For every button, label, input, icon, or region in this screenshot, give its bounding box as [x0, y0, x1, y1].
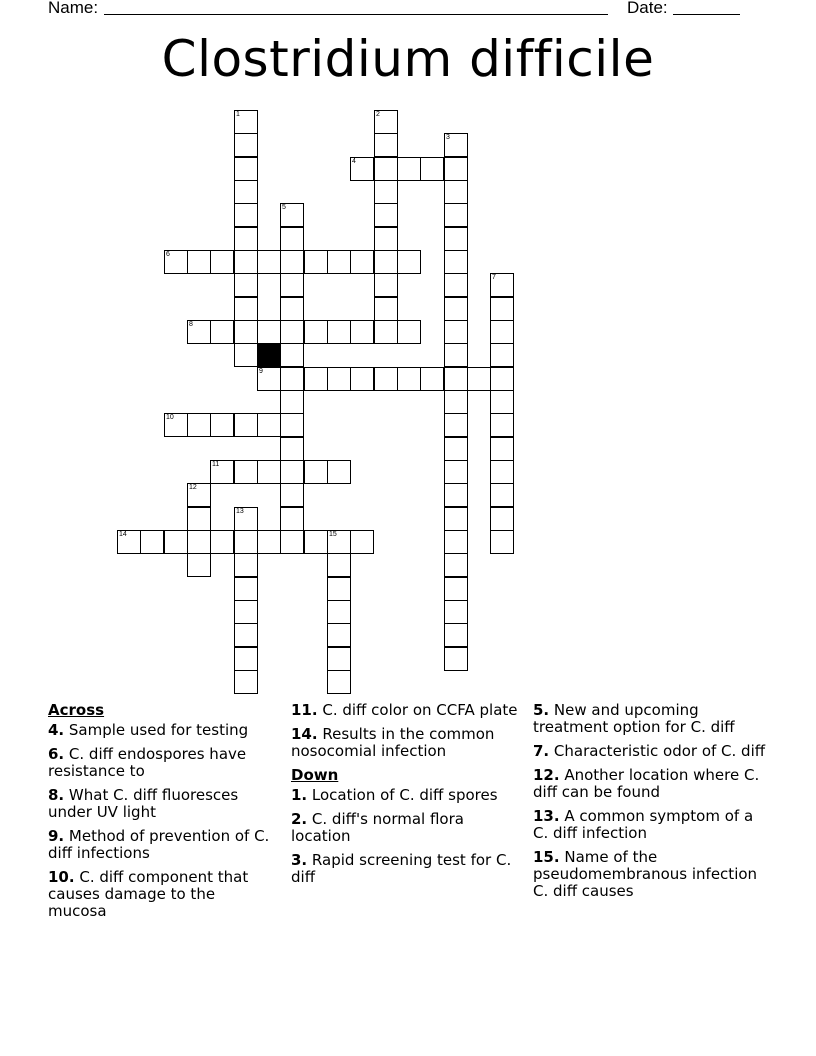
grid-cell[interactable] — [234, 110, 258, 134]
clue-number: 12. — [533, 766, 560, 784]
grid-cell[interactable] — [280, 413, 304, 437]
clue-number-label: 9 — [259, 368, 263, 375]
grid-cell[interactable] — [350, 530, 374, 554]
grid-cell[interactable] — [280, 297, 304, 321]
grid-cell[interactable] — [234, 460, 258, 484]
grid-cell[interactable] — [234, 600, 258, 624]
grid-cell[interactable] — [444, 553, 468, 577]
clue-item — [291, 726, 521, 760]
clue-number: 8. — [48, 786, 65, 804]
grid-cell[interactable] — [234, 133, 258, 157]
grid-cell[interactable] — [444, 227, 468, 251]
clue-text: New and upcoming treatment option for C. diff — [533, 701, 735, 736]
grid-cell[interactable] — [444, 530, 468, 554]
grid-cell[interactable] — [444, 647, 468, 671]
grid-cell[interactable] — [280, 250, 304, 274]
grid-cell[interactable] — [327, 320, 351, 344]
clue-item — [291, 811, 521, 845]
clue-text: Another location where C. diff can be found — [533, 766, 760, 801]
clue-text: Method of prevention of C. diff infections — [48, 827, 270, 862]
clue-item — [291, 702, 521, 719]
grid-cell[interactable] — [327, 647, 351, 671]
grid-cell[interactable] — [374, 367, 398, 391]
grid-cell[interactable] — [210, 530, 234, 554]
clue-number: 1. — [291, 786, 308, 804]
clue-text: C. diff component that causes damage to the mucosa — [48, 868, 249, 920]
grid-cell[interactable] — [444, 390, 468, 414]
grid-cell[interactable] — [280, 390, 304, 414]
grid-cell[interactable] — [444, 483, 468, 507]
clue-number: 15. — [533, 848, 560, 866]
clue-text: Location of C. diff spores — [307, 786, 498, 804]
grid-cell[interactable] — [327, 250, 351, 274]
grid-cell[interactable] — [280, 507, 304, 531]
grid-cell[interactable] — [397, 157, 421, 181]
clue-number: 14. — [291, 725, 318, 743]
grid-cell[interactable] — [187, 483, 211, 507]
clue-item — [291, 787, 521, 804]
grid-cell[interactable] — [374, 297, 398, 321]
grid-cell[interactable] — [164, 250, 188, 274]
grid-cell[interactable] — [117, 530, 141, 554]
clue-number-label: 13 — [236, 508, 244, 515]
clue-text: What C. diff fluoresces under UV light — [48, 786, 239, 821]
grid-cell[interactable] — [397, 250, 421, 274]
grid-cell[interactable] — [444, 437, 468, 461]
grid-cell[interactable] — [444, 507, 468, 531]
clue-item — [533, 743, 773, 760]
grid-cell[interactable] — [327, 367, 351, 391]
clue-number-label: 5 — [282, 204, 286, 211]
grid-cell[interactable] — [444, 133, 468, 157]
grid-cell[interactable] — [210, 413, 234, 437]
grid-cell[interactable] — [490, 413, 514, 437]
grid-cell[interactable] — [280, 343, 304, 367]
clue-item — [48, 869, 278, 920]
clue-number-label: 15 — [329, 531, 337, 538]
clue-text: C. diff color on CCFA plate — [317, 701, 518, 719]
grid-cell[interactable] — [210, 250, 234, 274]
clue-number-label: 14 — [119, 531, 127, 538]
clue-text: Name of the pseudomembranous infection C. diff causes — [533, 848, 758, 900]
grid-cell[interactable] — [374, 203, 398, 227]
grid-cell[interactable] — [234, 297, 258, 321]
grid-cell[interactable] — [374, 157, 398, 181]
grid-cell[interactable] — [140, 530, 164, 554]
clue-number: 4. — [48, 721, 65, 739]
grid-cell[interactable] — [444, 343, 468, 367]
grid-cell[interactable] — [234, 647, 258, 671]
grid-cell[interactable] — [490, 367, 514, 391]
grid-cell[interactable] — [350, 250, 374, 274]
clue-text: Results in the common nosocomial infection — [291, 725, 495, 760]
date-label: Date: — [627, 0, 668, 17]
grid-cell[interactable] — [490, 273, 514, 297]
grid-cell[interactable] — [350, 320, 374, 344]
grid-cell[interactable] — [327, 670, 351, 694]
grid-cell[interactable] — [304, 367, 328, 391]
grid-cell[interactable] — [444, 577, 468, 601]
grid-cell[interactable] — [327, 577, 351, 601]
clue-text: C. diff's normal flora location — [291, 810, 464, 845]
grid-cell[interactable] — [234, 343, 258, 367]
clue-item — [533, 702, 773, 736]
grid-cell[interactable] — [234, 273, 258, 297]
clue-text: Rapid screening test for C. diff — [291, 851, 512, 886]
clue-item — [48, 828, 278, 862]
grid-cell[interactable] — [327, 530, 351, 554]
name-label: Name: — [48, 0, 99, 17]
grid-cell[interactable] — [234, 227, 258, 251]
grid-cell[interactable] — [444, 157, 468, 181]
clue-number-label: 12 — [189, 484, 197, 491]
grid-cell[interactable] — [490, 320, 514, 344]
grid-cell[interactable] — [187, 320, 211, 344]
grid-cell[interactable] — [490, 297, 514, 321]
grid-cell[interactable] — [444, 623, 468, 647]
clue-text: Sample used for testing — [64, 721, 249, 739]
grid-cell[interactable] — [374, 133, 398, 157]
clue-number: 3. — [291, 851, 308, 869]
clue-number-label: 7 — [492, 274, 496, 281]
grid-cell[interactable] — [374, 273, 398, 297]
grid-cell[interactable] — [374, 180, 398, 204]
grid-cell[interactable] — [490, 483, 514, 507]
grid-cell[interactable] — [257, 367, 281, 391]
grid-cell[interactable] — [280, 273, 304, 297]
grid-cell[interactable] — [257, 250, 281, 274]
clue-item — [533, 767, 773, 801]
grid-cell[interactable] — [327, 553, 351, 577]
clue-item — [48, 722, 278, 739]
grid-cell[interactable] — [164, 413, 188, 437]
grid-cell[interactable] — [280, 320, 304, 344]
clue-text: C. diff endospores have resistance to — [48, 745, 247, 780]
grid-cell[interactable] — [280, 367, 304, 391]
grid-cell[interactable] — [234, 413, 258, 437]
grid-cell[interactable] — [444, 180, 468, 204]
puzzle-title: Clostridium difficile — [161, 30, 655, 88]
grid-cell[interactable] — [280, 203, 304, 227]
grid-cell[interactable] — [234, 670, 258, 694]
clue-text: Characteristic odor of C. diff — [549, 742, 766, 760]
grid-cell[interactable] — [444, 320, 468, 344]
grid-cell[interactable] — [280, 460, 304, 484]
grid-cell[interactable] — [187, 250, 211, 274]
grid-cell[interactable] — [397, 367, 421, 391]
clue-item — [48, 746, 278, 780]
clue-number-label: 2 — [376, 111, 380, 118]
grid-cell[interactable] — [420, 157, 444, 181]
grid-cell[interactable] — [327, 623, 351, 647]
grid-cell[interactable] — [397, 320, 421, 344]
grid-cell[interactable] — [234, 623, 258, 647]
grid-cell[interactable] — [304, 320, 328, 344]
clue-item — [291, 852, 521, 886]
grid-cell[interactable] — [187, 553, 211, 577]
grid-cell[interactable] — [280, 227, 304, 251]
grid-cell[interactable] — [164, 530, 188, 554]
grid-block-square — [257, 343, 281, 367]
grid-cell[interactable] — [490, 507, 514, 531]
grid-cell[interactable] — [234, 507, 258, 531]
grid-cell[interactable] — [490, 530, 514, 554]
grid-cell[interactable] — [350, 367, 374, 391]
grid-cell[interactable] — [187, 413, 211, 437]
grid-cell[interactable] — [234, 320, 258, 344]
clue-number: 2. — [291, 810, 308, 828]
grid-cell[interactable] — [350, 157, 374, 181]
grid-cell[interactable] — [374, 227, 398, 251]
clue-number: 13. — [533, 807, 560, 825]
grid-cell[interactable] — [234, 577, 258, 601]
down-heading: Down — [291, 766, 339, 784]
grid-cell[interactable] — [374, 110, 398, 134]
grid-cell[interactable] — [444, 413, 468, 437]
clue-number: 6. — [48, 745, 65, 763]
clue-number-label: 1 — [236, 111, 240, 118]
clue-item — [48, 787, 278, 821]
grid-cell[interactable] — [234, 203, 258, 227]
clue-number: 11. — [291, 701, 318, 719]
grid-cell[interactable] — [327, 460, 351, 484]
grid-cell[interactable] — [304, 250, 328, 274]
grid-cell[interactable] — [234, 530, 258, 554]
grid-cell[interactable] — [444, 273, 468, 297]
grid-cell[interactable] — [280, 437, 304, 461]
across-heading: Across — [48, 701, 105, 719]
grid-cell[interactable] — [374, 320, 398, 344]
clue-number-label: 8 — [189, 321, 193, 328]
grid-cell[interactable] — [234, 157, 258, 181]
grid-cell[interactable] — [257, 413, 281, 437]
grid-cell[interactable] — [490, 460, 514, 484]
clue-number-label: 11 — [212, 461, 220, 468]
grid-cell[interactable] — [444, 367, 468, 391]
grid-cell[interactable] — [257, 320, 281, 344]
grid-cell[interactable] — [490, 343, 514, 367]
clue-number: 9. — [48, 827, 65, 845]
clues-column-1 — [48, 702, 278, 927]
grid-cell[interactable] — [444, 250, 468, 274]
grid-cell[interactable] — [304, 460, 328, 484]
clue-item — [533, 849, 773, 900]
grid-cell[interactable] — [304, 530, 328, 554]
clues-column-3 — [533, 702, 773, 907]
clue-number-label: 10 — [166, 414, 174, 421]
grid-cell[interactable] — [234, 250, 258, 274]
grid-cell[interactable] — [467, 367, 491, 391]
clue-number-label: 3 — [446, 134, 450, 141]
grid-cell[interactable] — [280, 530, 304, 554]
grid-cell[interactable] — [490, 390, 514, 414]
clue-number: 10. — [48, 868, 75, 886]
grid-cell[interactable] — [444, 600, 468, 624]
clue-number: 7. — [533, 742, 550, 760]
grid-cell[interactable] — [234, 553, 258, 577]
clue-number: 5. — [533, 701, 550, 719]
grid-cell[interactable] — [257, 530, 281, 554]
clue-item — [533, 808, 773, 842]
grid-cell[interactable] — [444, 297, 468, 321]
grid-cell[interactable] — [327, 600, 351, 624]
grid-cell[interactable] — [490, 437, 514, 461]
clue-number-label: 4 — [352, 158, 356, 165]
grid-cell[interactable] — [280, 483, 304, 507]
grid-cell[interactable] — [444, 460, 468, 484]
grid-cell[interactable] — [257, 460, 281, 484]
grid-cell[interactable] — [210, 320, 234, 344]
clue-text: A common symptom of a C. diff infection — [533, 807, 754, 842]
clues-column-2 — [291, 702, 521, 893]
grid-cell[interactable] — [234, 180, 258, 204]
grid-cell[interactable] — [187, 507, 211, 531]
grid-cell[interactable] — [444, 203, 468, 227]
grid-cell[interactable] — [210, 460, 234, 484]
grid-cell[interactable] — [420, 367, 444, 391]
grid-cell[interactable] — [374, 250, 398, 274]
grid-cell[interactable] — [187, 530, 211, 554]
clue-number-label: 6 — [166, 251, 170, 258]
